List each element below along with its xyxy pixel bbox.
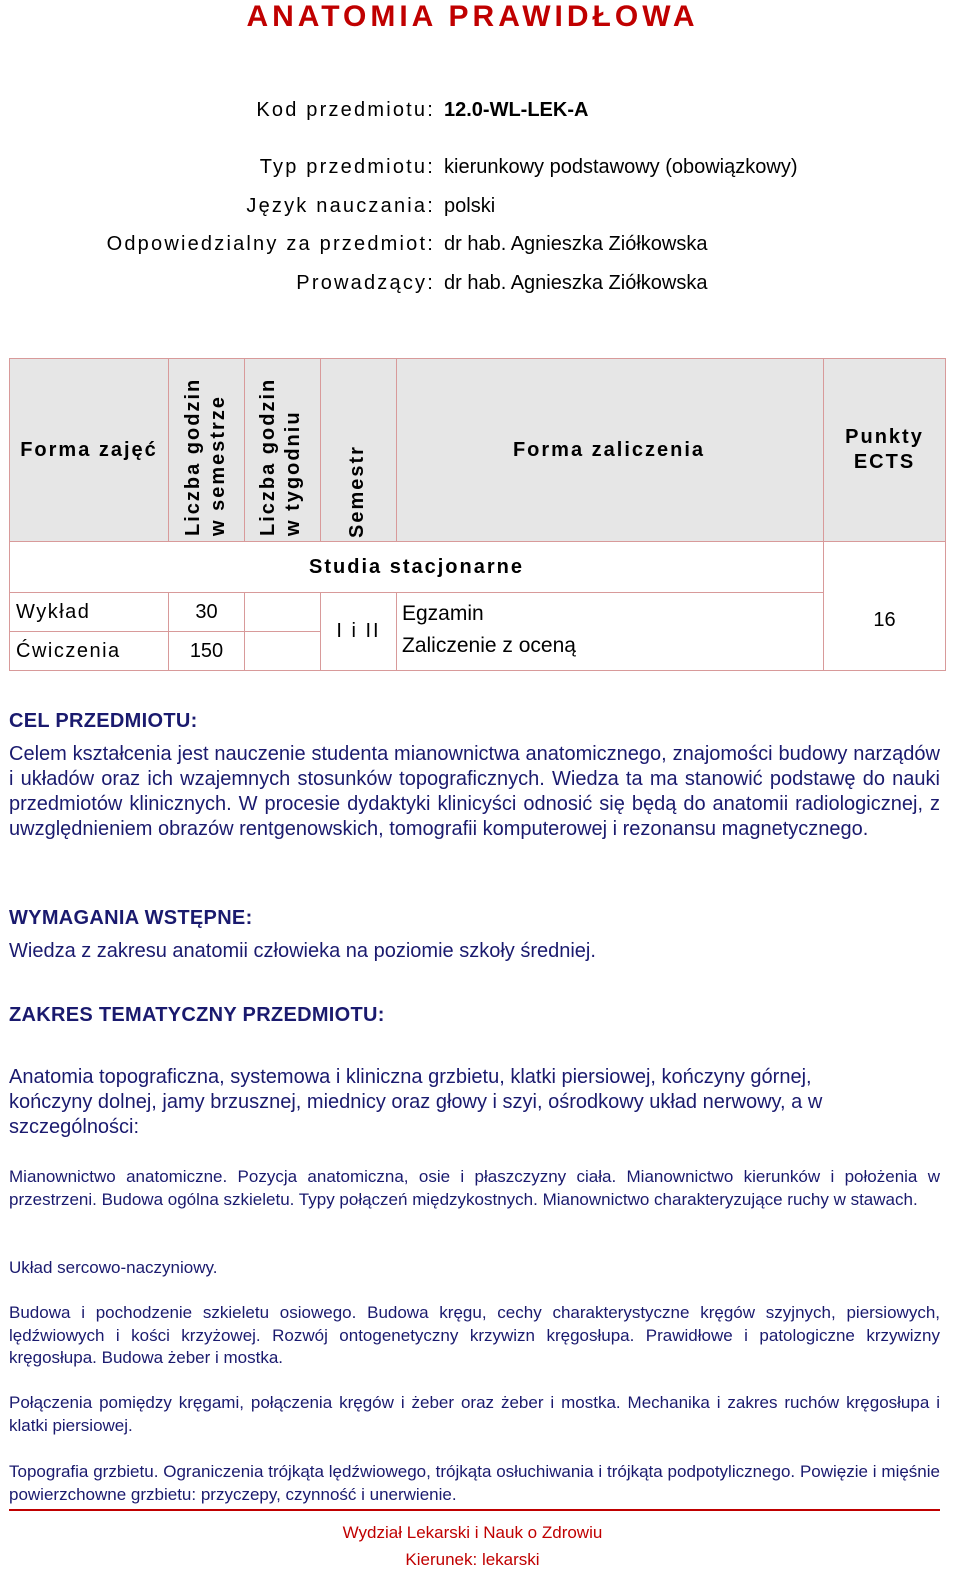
row1-hours: 30 xyxy=(195,601,218,623)
language-value: polski xyxy=(444,195,496,217)
footer-field: Kierunek: lekarski xyxy=(405,1550,540,1569)
type-label: Typ przedmiotu: xyxy=(259,156,435,178)
header-semester-label: Semestr xyxy=(346,445,368,538)
row2-hours: 150 xyxy=(189,640,224,662)
ects-value: 16 xyxy=(873,608,896,631)
prereq-heading: WYMAGANIA WSTĘPNE: xyxy=(9,907,253,929)
row2-form: Ćwiczenia xyxy=(16,640,121,662)
type-value: kierunkowy podstawowy (obowiązkowy) xyxy=(444,156,798,178)
footer-faculty: Wydział Lekarski i Nauk o Zdrowiu xyxy=(342,1523,603,1542)
header-ects-label: Punkty ECTS xyxy=(845,426,924,473)
header-form-label: Forma zajęć xyxy=(20,438,158,461)
responsible-value: dr hab. Agnieszka Ziółkowska xyxy=(444,233,708,255)
scope-paragraph-4: Połączenia pomiędzy kręgami, połączenia kręgów i żeber oraz żeber i mostka. Mechanika i zakres ruchów kręgosłupa i klatki piersiowej. xyxy=(9,1393,940,1435)
header-semester-hours-label: Liczba godzin w semestrze xyxy=(182,377,229,536)
semester-value: I i II xyxy=(336,620,381,642)
scope-paragraph-1: Mianownictwo anatomiczne. Pozycja anatomiczna, osie i płaszczyzny ciała. Mianownictwo kierunków i położenia w przestrzeni. Budowa ogólna szkieletu. Typy połączeń międzykostnych. Mianownictwo charakteryzujące ruchy w stawach. xyxy=(9,1167,940,1209)
credit-exam: Egzamin xyxy=(402,602,484,625)
code-value: 12.0-WL-LEK-A xyxy=(444,99,589,121)
prereq-text: Wiedza z zakresu anatomii człowieka na poziomie szkoły średniej. xyxy=(9,940,596,962)
row2-week-cell xyxy=(244,631,321,671)
code-label: Kod przedmiotu: xyxy=(256,99,435,121)
credit-grade: Zaliczenie z oceną xyxy=(402,634,576,657)
study-mode-label: Studia stacjonarne xyxy=(309,555,524,578)
scope-paragraph-3: Budowa i pochodzenie szkieletu osiowego. Budowa kręgu, cechy charakterystyczne kręgów szyjnych, piersiowych, lędźwiowych i kości krzyżowej. Rozwój ontogenetyczny krzywizn kręgosłupa. Prawidłowe i patologiczne krzywizny kręgosłupa. Budowa żeber i mostka. xyxy=(9,1303,940,1367)
scope-heading: ZAKRES TEMATYCZNY PRZEDMIOTU: xyxy=(9,1004,385,1026)
responsible-label: Odpowiedzialny za przedmiot: xyxy=(106,233,435,255)
page-title: ANATOMIA PRAWIDŁOWA xyxy=(246,0,699,33)
header-week-hours-label: Liczba godzin w tygodniu xyxy=(257,377,304,536)
goal-text: Celem kształcenia jest nauczenie studenta mianownictwa anatomicznego, znajomości budowy narządów i układów oraz ich wzajemnych stosunków topograficznych. Wiedza ta ma stanowić podstawę do nauki przedmiotów klinicznych. W procesie dydaktyki klinicyści odnosić się będą do anatomii radiologicznej, z uwzględnieniem obrazów rentgenowskich, tomografii komputerowej i rezonansu magnetycznego. xyxy=(9,743,940,840)
footer-divider xyxy=(9,1509,940,1511)
language-label: Język nauczania: xyxy=(246,195,435,217)
scope-intro: Anatomia topograficzna, systemowa i kliniczna grzbietu, klatki piersiowej, kończyny górnej, kończyny dolnej, jamy brzusznej, miednicy oraz głowy i szyi, ośrodkowy układ nerwowy, a w szczególności: xyxy=(9,1066,823,1138)
goal-heading: CEL PRZEDMIOTU: xyxy=(9,710,198,732)
scope-paragraph-5: Topografia grzbietu. Ograniczenia trójkąta lędźwiowego, trójkąta osłuchiwania i trójkąta podpotylicznego. Powięzie i mięśnie powierzchowne grzbietu: przyczepy, czynność i unerwienie. xyxy=(9,1462,940,1504)
lecturer-value: dr hab. Agnieszka Ziółkowska xyxy=(444,272,708,294)
course-table xyxy=(9,358,946,671)
header-credit-label: Forma zaliczenia xyxy=(512,438,706,461)
lecturer-label: Prowadzący: xyxy=(296,272,435,294)
row1-form: Wykład xyxy=(16,601,91,623)
scope-paragraph-2: Układ sercowo-naczyniowy. xyxy=(9,1258,218,1277)
row1-week-cell xyxy=(244,592,321,632)
